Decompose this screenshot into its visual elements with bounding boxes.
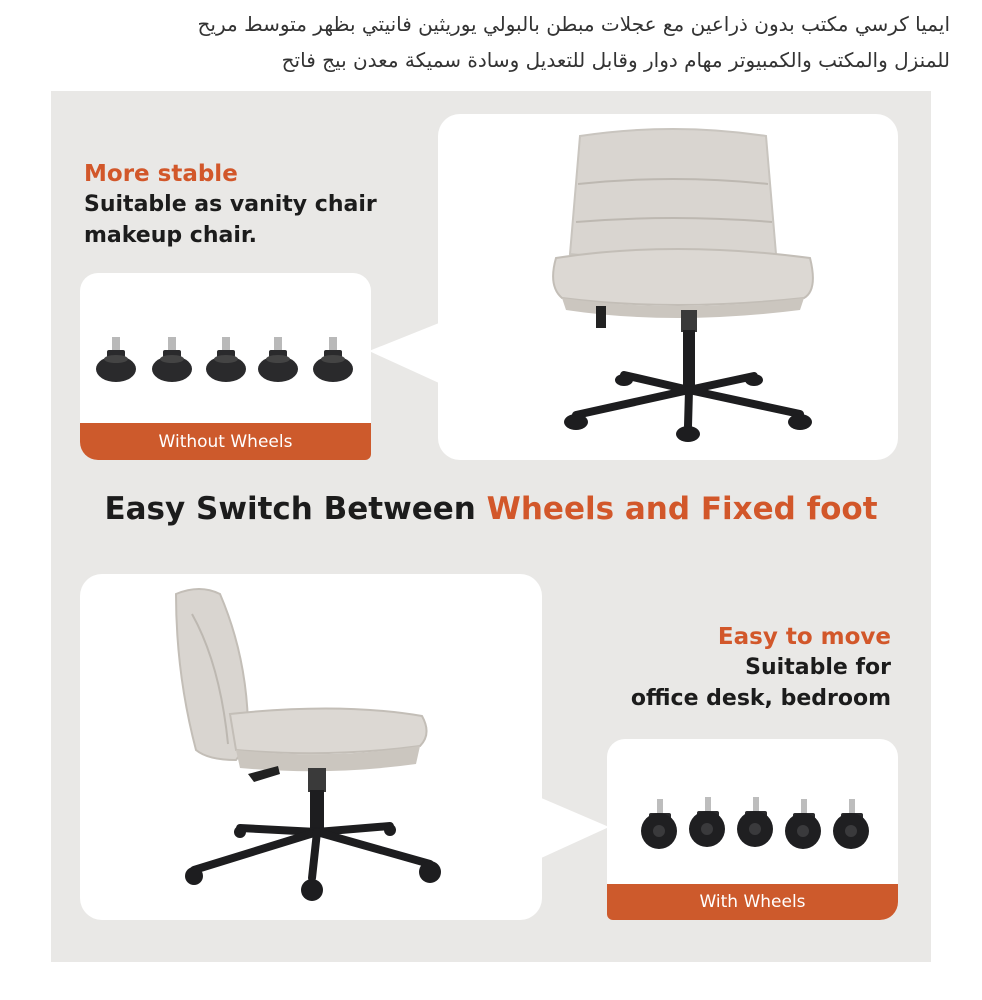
casters-image [607, 739, 898, 884]
headline-dark: Easy Switch Between [104, 491, 487, 527]
headline [51, 491, 931, 527]
fixed-foot-text [84, 159, 377, 251]
product-title-line-1: ايميا كرسي مكتب بدون ذراعين مع عجلات مبطن بالبولي يوريثين فانيتي بظهر متوسط مريح [197, 12, 950, 36]
wheels-text [631, 622, 891, 714]
wheels-desc-line-1: Suitable for [745, 655, 891, 680]
chair-with-wheels-image [80, 574, 542, 920]
fixed-foot-desc-line-1: Suitable as vanity chair [84, 192, 377, 217]
without-wheels-bar: Without Wheels [80, 423, 371, 460]
headline-accent: Wheels and Fixed foot [486, 491, 878, 527]
chair-fixed-card [438, 114, 898, 460]
wheels-accent: Easy to move [717, 624, 891, 650]
with-wheels-bar: With Wheels [607, 884, 898, 920]
chair-with-glides-image [438, 114, 898, 460]
wheels-desc-line-2: office desk, bedroom [630, 686, 891, 711]
callout-pointer-top [369, 323, 439, 383]
chair-wheels-card [80, 574, 542, 920]
fixed-glides-image [80, 273, 371, 423]
product-title-line-2: للمنزل والمكتب والكمبيوتر مهام دوار وقابل للتعديل وسادة سميكة معدن بيج فاتح [281, 48, 950, 72]
callout-pointer-bottom [539, 797, 609, 859]
casters-card [607, 739, 898, 920]
glides-card [80, 273, 371, 460]
fixed-foot-accent: More stable [84, 161, 238, 187]
product-image[interactable] [51, 91, 931, 962]
fixed-foot-desc-line-2: makeup chair. [84, 223, 257, 248]
product-title [20, 6, 950, 78]
